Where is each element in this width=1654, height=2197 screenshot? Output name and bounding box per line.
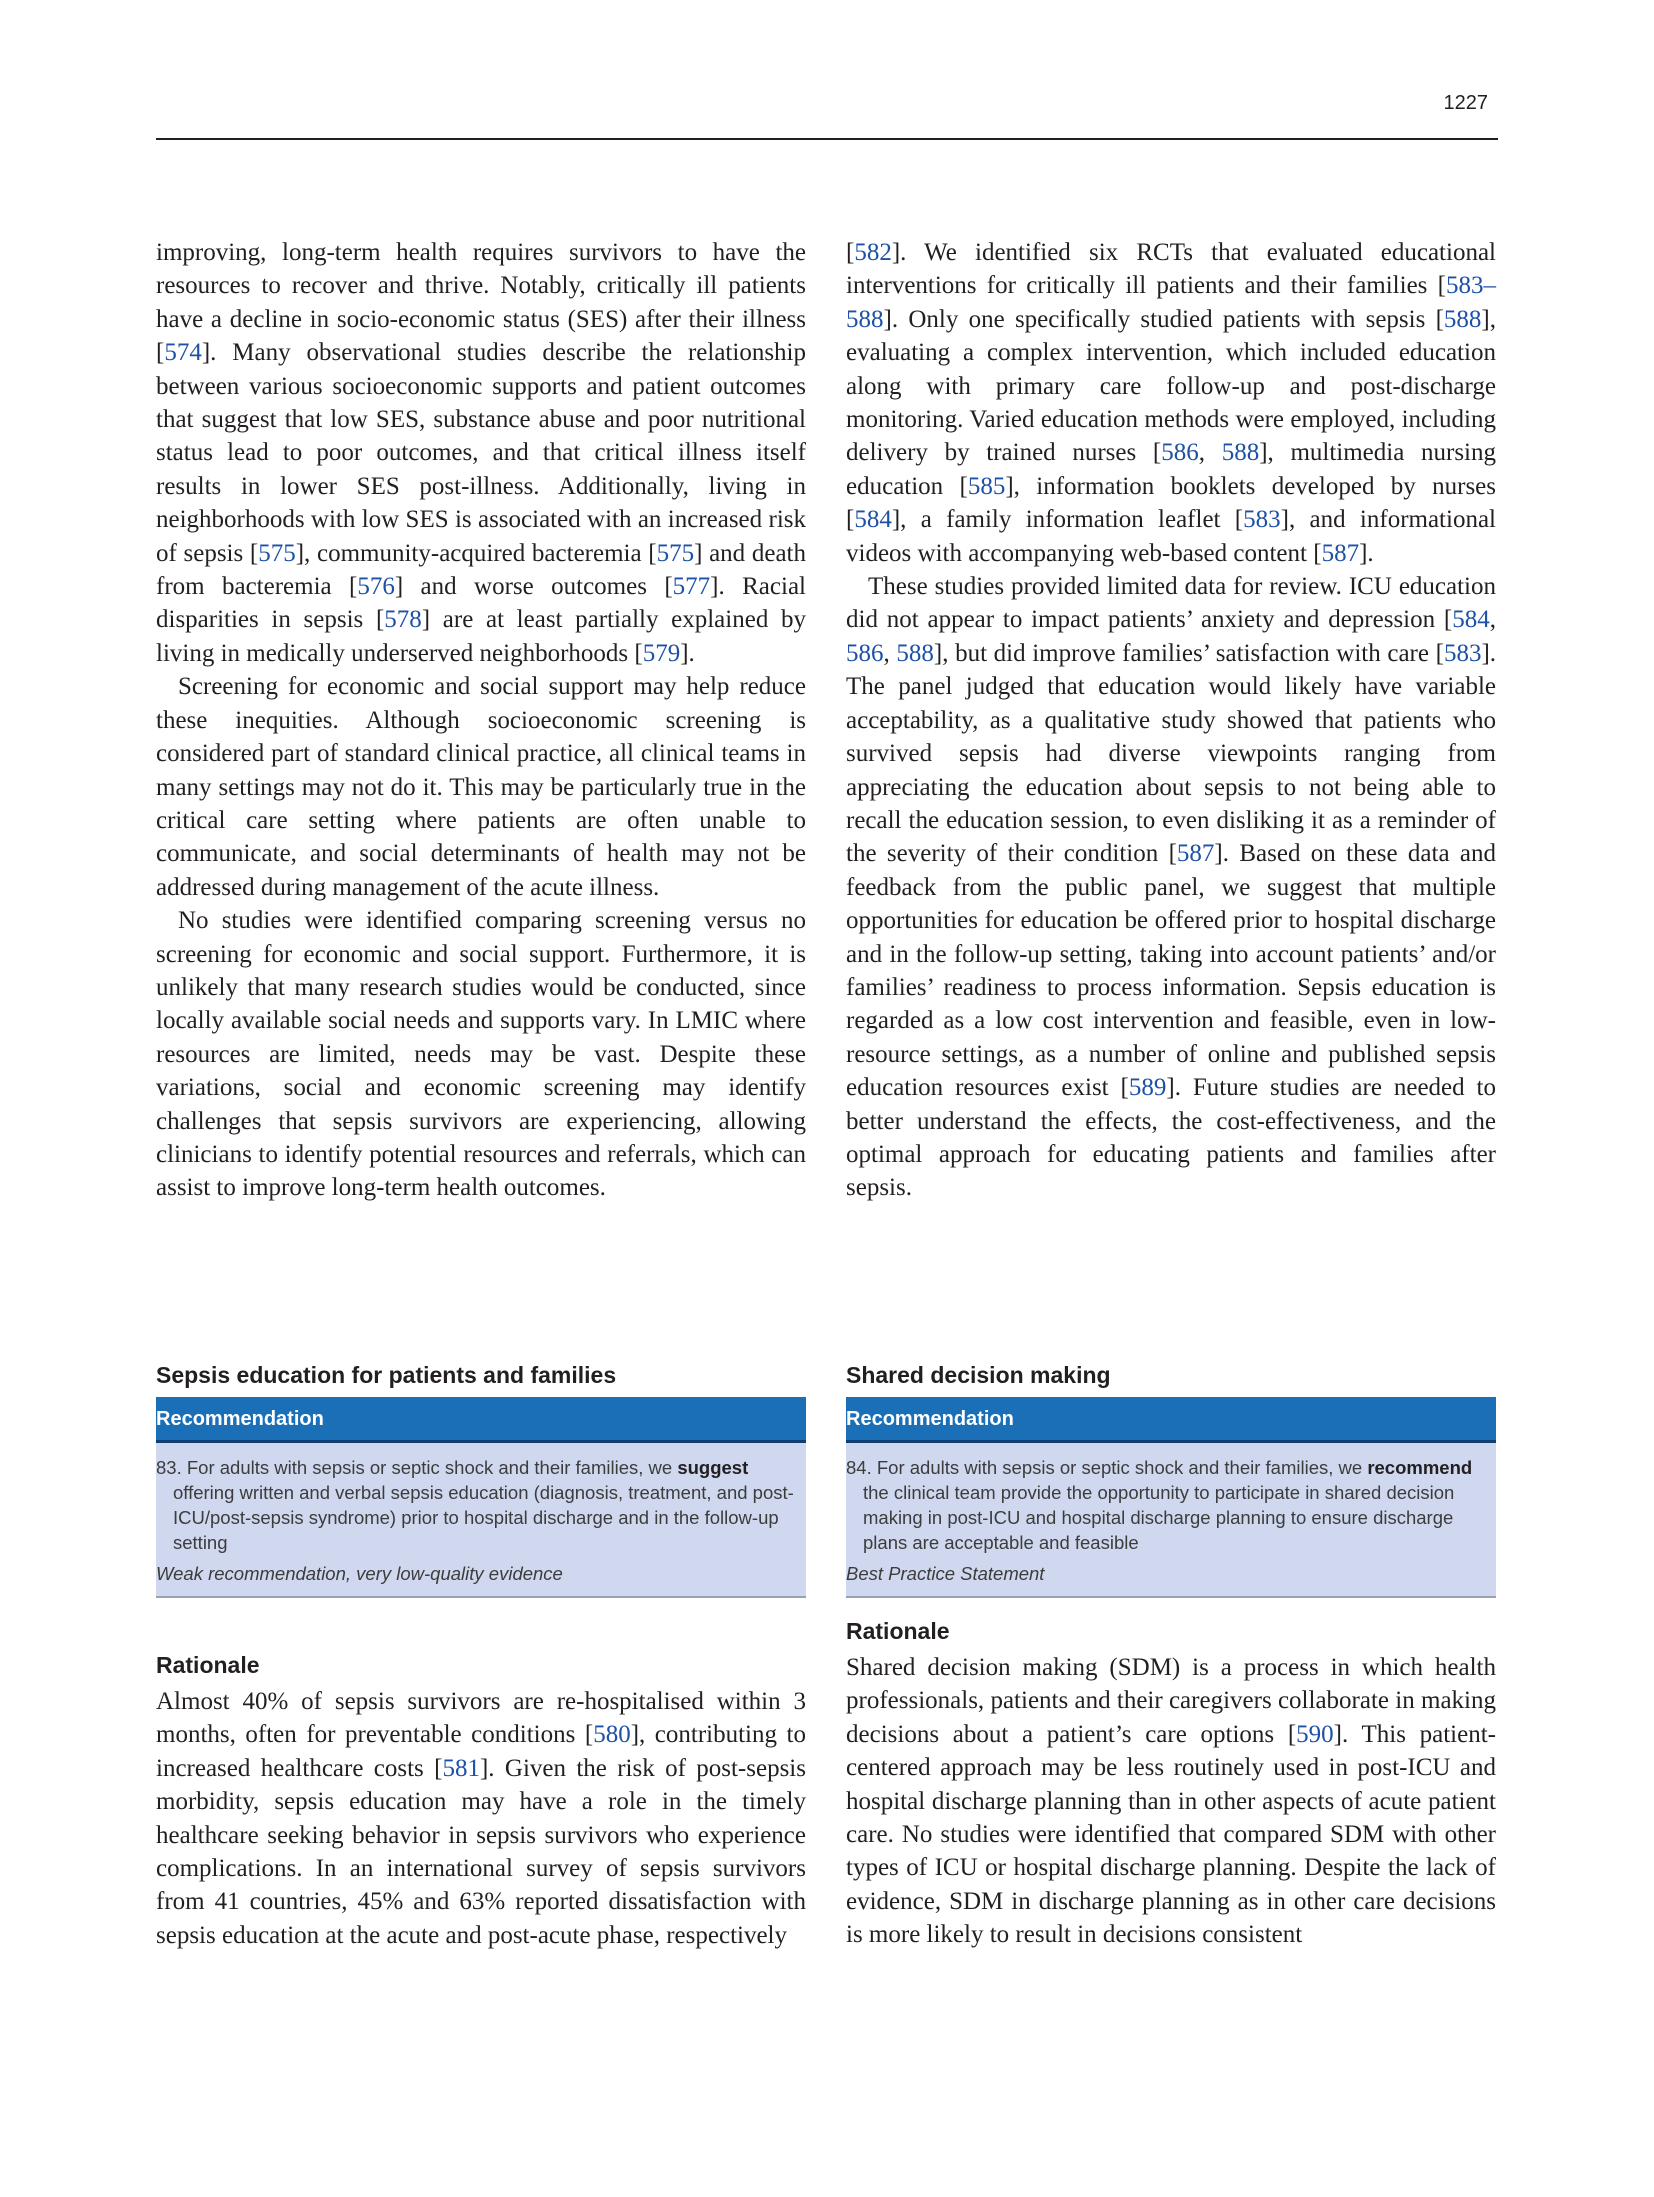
citation-link[interactable]: 588 xyxy=(896,639,934,667)
sepsis-education-section xyxy=(156,1362,806,1598)
citation-link[interactable]: 578 xyxy=(384,606,422,634)
text-run: ], multimedia nursing education [ xyxy=(846,439,1496,500)
text-run: ]. We identified six RCTs that evaluated educational interventions for critically ill patients and their families [ xyxy=(846,239,1496,300)
recommendation-box-84 xyxy=(846,1397,1496,1598)
recommendation-evidence-grade: Best Practice Statement xyxy=(846,1563,1045,1584)
citation-link[interactable]: 582 xyxy=(854,239,892,266)
citation-link[interactable]: 574 xyxy=(164,339,202,367)
right-paragraph-2 xyxy=(846,570,1496,1205)
text-run: , xyxy=(1198,439,1222,467)
citation-link[interactable]: 590 xyxy=(1296,1720,1334,1748)
citation-link[interactable]: 587 xyxy=(1176,840,1215,868)
text-run: ], but did improve families’ satisfaction with care [ xyxy=(933,639,1444,667)
text-run: ], a family information leaflet [ xyxy=(891,506,1244,534)
citation-link[interactable]: 583 xyxy=(1443,639,1482,667)
citation-link[interactable]: 588 xyxy=(1443,305,1482,333)
text-run: ], evaluating a complex intervention, which included education along with primary care follow-up and post-discharge monitoring. Varied education methods were employed, including delivery by trained nurses [ xyxy=(846,305,1496,467)
text-run: , xyxy=(883,639,897,667)
citation-link[interactable]: 589 xyxy=(1128,1074,1167,1102)
recommendation-body xyxy=(156,1443,806,1598)
right-rationale xyxy=(846,1618,1496,1952)
recommendation-header: Recommendation xyxy=(156,1397,806,1443)
citation-link[interactable]: 580 xyxy=(593,1721,631,1749)
left-body-text xyxy=(156,236,806,1205)
citation-link[interactable]: 581 xyxy=(442,1754,480,1782)
recommendation-strength-word: recommend xyxy=(1367,1457,1473,1478)
text-run: 84. For adults with sepsis or septic shock and their families, we xyxy=(846,1457,1368,1478)
citation-link[interactable]: 583–588 xyxy=(846,272,1496,333)
citation-link[interactable]: 587 xyxy=(1321,539,1360,567)
citation-link[interactable]: 576 xyxy=(357,573,395,601)
recommendation-body xyxy=(846,1443,1496,1598)
citation-link[interactable]: 575 xyxy=(656,539,695,567)
recommendation-strength-word: suggest xyxy=(677,1457,749,1478)
rationale-heading: Rationale xyxy=(846,1618,950,1644)
right-body-text xyxy=(846,236,1496,1205)
text-run: , xyxy=(1489,606,1496,634)
left-paragraph-2: Screening for economic and social support may help reduce these inequities. Although socioeconomic screening is considered part of standard clinical practice, all clinical teams in many settings may not do it. This may be particularly true in the critical care setting where patients are often unable to communicate, and social determinants of health may not be addressed during management of the acute illness. xyxy=(156,673,806,901)
text-run: 83. For adults with sepsis or septic shock and their families, we xyxy=(156,1457,678,1478)
rationale-paragraph xyxy=(846,1651,1496,1952)
citation-link[interactable]: 575 xyxy=(258,539,296,567)
text-run: ], community-acquired bacteremia [ xyxy=(295,539,657,567)
text-run: These studies provided limited data for review. ICU education did not appear to impact patients’ anxiety and depression [ xyxy=(846,573,1496,634)
citation-link[interactable]: 586 xyxy=(846,639,884,667)
text-run: [ xyxy=(846,239,855,266)
page-number: 1227 xyxy=(1443,92,1488,114)
text-run: ] and worse outcomes [ xyxy=(394,573,673,601)
text-run: ] and death from bacteremia [ xyxy=(156,539,806,601)
citation-link[interactable]: 577 xyxy=(672,573,711,601)
text-run: the clinical team provide the opportunity to participate in shared decision making in post-ICU and hospital discharge planning to ensure discharge plans are acceptable and feasible xyxy=(863,1482,1455,1553)
text-run: ]. The panel judged that education would likely have variable acceptability, as a qualitative study showed that patients who survived sepsis had diverse viewpoints ranging from appreciating the education about sepsis to not being able to recall the education session, to even disliking it as a reminder of the severity of their condition [ xyxy=(846,639,1497,868)
text-run: ], contributing to increased healthcare costs [ xyxy=(156,1721,806,1782)
text-run: Almost 40% of sepsis survivors are re-hospitalised within 3 months, often for preventable conditions [ xyxy=(156,1688,806,1749)
citation-link[interactable]: 584 xyxy=(854,506,892,534)
text-run: ] are at least partially explained by living in medically underserved neighborhoods [ xyxy=(156,606,806,667)
left-rationale xyxy=(156,1652,806,1952)
text-run: Shared decision making (SDM) is a process in which health professionals, patients and their caregivers collaborate in making decisions about a patient’s care options [ xyxy=(846,1654,1496,1748)
text-run: ]. This patient-centered approach may be less routinely used in post-ICU and hospital discharge planning than in other aspects of acute patient care. No studies were identified that compared SDM with other types of ICU or hospital discharge planning. Despite the lack of evidence, SDM in discharge planning as in other care decisions is more likely to result in decisions consistent xyxy=(846,1720,1496,1949)
right-paragraph-1 xyxy=(846,236,1496,570)
shared-decision-section xyxy=(846,1362,1496,1598)
text-run: ]. Only one specifically studied patients with sepsis [ xyxy=(883,305,1444,333)
recommendation-text xyxy=(156,1455,800,1555)
recommendation-box-83 xyxy=(156,1397,806,1598)
text-run: ]. xyxy=(1359,539,1374,567)
text-run: ]. Given the risk of post-sepsis morbidity, sepsis education may have a role in the timely healthcare seeking behavior in sepsis survivors who experience complications. In an international survey of sepsis survivors from 41 countries, 45% and 63% reported dissatisfaction with sepsis education at the acute and post-acute phase, respectively xyxy=(156,1754,806,1949)
text-run: ]. Future studies are needed to better understand the effects, the cost-effectiveness, and the optimal approach for educating patients and families after sepsis. xyxy=(846,1074,1496,1202)
text-run: ]. Racial disparities in sepsis [ xyxy=(156,573,806,634)
text-run: offering written and verbal sepsis education (diagnosis, treatment, and post-ICU/post-sepsis syndrome) prior to hospital discharge and in the follow-up setting xyxy=(173,1482,794,1553)
rationale-heading: Rationale xyxy=(156,1652,260,1678)
text-run: ]. xyxy=(680,639,695,667)
citation-link[interactable]: 586 xyxy=(1161,439,1199,467)
citation-link[interactable]: 579 xyxy=(642,639,681,667)
text-run: ], information booklets developed by nurses [ xyxy=(846,472,1497,534)
citation-link[interactable]: 584 xyxy=(1452,606,1490,634)
citation-link[interactable]: 588 xyxy=(1221,439,1260,467)
text-run: ]. Many observational studies describe the relationship between various socioeconomic supports and patient outcomes that suggest that low SES, substance abuse and poor nutritional status lead to poor outcomes, and that critical illness itself results in lower SES post-illness. Additionally, living in neighborhoods with low SES is associated with an increased risk of sepsis [ xyxy=(156,339,806,567)
header-rule xyxy=(156,138,1498,140)
section-title-shared-decision-making: Shared decision making xyxy=(846,1362,1111,1388)
recommendation-header: Recommendation xyxy=(846,1397,1496,1443)
section-title-sepsis-education: Sepsis education for patients and families xyxy=(156,1362,617,1388)
left-paragraph-1 xyxy=(156,236,806,670)
recommendation-text xyxy=(846,1455,1490,1555)
text-run: ], and informational videos with accompanying web-based content [ xyxy=(846,506,1496,567)
recommendation-evidence-grade: Weak recommendation, very low-quality evidence xyxy=(156,1563,563,1584)
citation-link[interactable]: 585 xyxy=(967,472,1006,500)
text-run: ]. Based on these data and feedback from the public panel, we suggest that multiple opportunities for education be offered prior to hospital discharge and in the follow-up setting, taking into account patients’ and/or families’ readiness to process information. Sepsis education is regarded as a low cost intervention and feasible, even in low-resource settings, as a number of online and published sepsis education resources exist [ xyxy=(846,840,1496,1102)
rationale-paragraph xyxy=(156,1685,806,1952)
citation-link[interactable]: 583 xyxy=(1243,506,1281,534)
text-run: improving, long-term health requires survivors to have the resources to recover and thrive. Notably, critically ill patients have a decline in socio-economic status (SES) after their illness [ xyxy=(156,239,806,367)
left-paragraph-3: No studies were identified comparing screening versus no screening for economic and social support. Furthermore, it is unlikely that many research studies would be conducted, since locally available social needs and supports vary. In LMIC where resources are limited, needs may be vast. Despite these variations, social and economic screening may identify challenges that sepsis survivors are experiencing, allowing clinicians to identify potential resources and referrals, which can assist to improve long-term health outcomes. xyxy=(156,907,806,1202)
